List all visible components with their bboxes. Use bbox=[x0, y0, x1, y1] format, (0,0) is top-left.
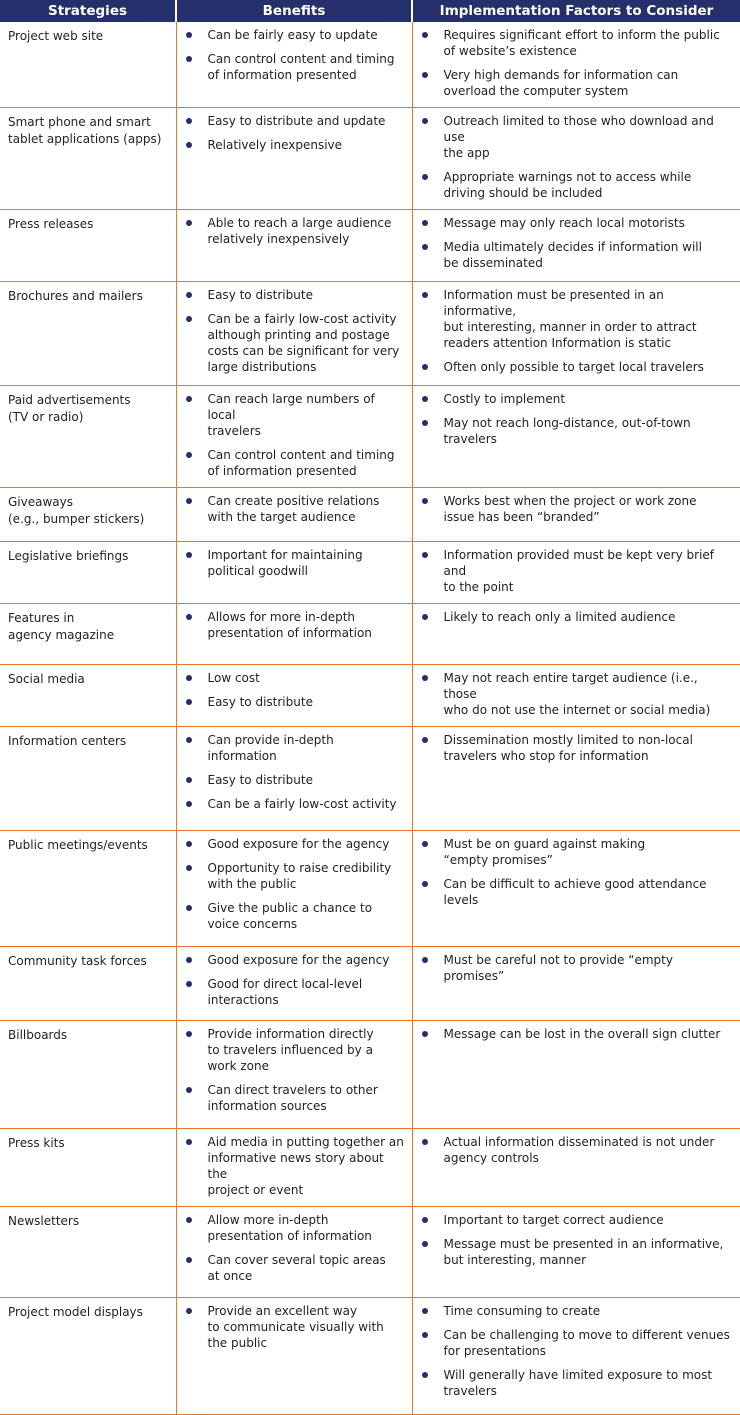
bullet-icon bbox=[422, 1139, 428, 1145]
table-row bbox=[0, 282, 740, 386]
factor-list bbox=[413, 488, 740, 525]
table-row bbox=[0, 108, 740, 210]
benefit-text: Important for maintaining political goodwill bbox=[208, 548, 363, 578]
benefit-list bbox=[177, 831, 412, 932]
benefit-text: Low cost bbox=[208, 671, 260, 685]
benefit-text: Provide an excellent way to communicate visually with the public bbox=[208, 1304, 384, 1350]
factor-text: Often only possible to target local travelers bbox=[444, 360, 704, 374]
factor-item bbox=[421, 836, 735, 868]
strategy-cell bbox=[0, 1298, 176, 1415]
strategy-name: Community task forces bbox=[0, 947, 176, 970]
benefit-text: Good exposure for the agency bbox=[208, 837, 390, 851]
benefit-item bbox=[185, 447, 406, 479]
factor-item bbox=[421, 391, 735, 407]
factor-item bbox=[421, 1134, 735, 1166]
benefit-text: Can be fairly easy to update bbox=[208, 28, 378, 42]
strategy-cell bbox=[0, 488, 176, 542]
bullet-icon bbox=[186, 841, 192, 847]
factor-text: Must be careful not to provide “empty promises” bbox=[444, 953, 673, 983]
factor-item bbox=[421, 113, 735, 161]
factor-item bbox=[421, 239, 735, 271]
factor-item bbox=[421, 359, 735, 375]
bullet-icon bbox=[422, 32, 428, 38]
bullet-icon bbox=[422, 498, 428, 504]
strategy-cell bbox=[0, 386, 176, 488]
strategy-name: Billboards bbox=[0, 1021, 176, 1044]
bullet-icon bbox=[186, 498, 192, 504]
factor-text: Message can be lost in the overall sign clutter bbox=[444, 1027, 721, 1041]
bullet-icon bbox=[422, 292, 428, 298]
factor-text: Can be challenging to move to different venues for presentations bbox=[444, 1328, 730, 1358]
strategy-name: Giveaways (e.g., bumper stickers) bbox=[0, 488, 176, 527]
benefit-list bbox=[177, 1207, 412, 1284]
bullet-icon bbox=[186, 777, 192, 783]
factor-list bbox=[413, 604, 740, 625]
table-row bbox=[0, 1129, 740, 1207]
benefit-item bbox=[185, 1082, 406, 1114]
benefit-text: Provide information directly to travelers influenced by a work zone bbox=[208, 1027, 374, 1073]
bullet-icon bbox=[422, 396, 428, 402]
bullet-icon bbox=[422, 420, 428, 426]
benefit-item bbox=[185, 609, 406, 641]
benefit-text: Allows for more in-depth presentation of information bbox=[208, 610, 372, 640]
factor-item bbox=[421, 1367, 735, 1399]
factor-list bbox=[413, 727, 740, 764]
strategy-name: Project web site bbox=[0, 22, 176, 45]
bullet-icon bbox=[422, 737, 428, 743]
factor-item bbox=[421, 1236, 735, 1268]
benefit-list bbox=[177, 604, 412, 641]
benefit-item bbox=[185, 311, 406, 375]
strategy-cell bbox=[0, 1021, 176, 1129]
bullet-icon bbox=[422, 118, 428, 124]
benefit-list bbox=[177, 22, 412, 83]
bullet-icon bbox=[186, 396, 192, 402]
bullet-icon bbox=[186, 699, 192, 705]
benefit-list bbox=[177, 727, 412, 812]
factor-text: Appropriate warnings not to access while driving should be included bbox=[444, 170, 692, 200]
factor-text: Important to target correct audience bbox=[444, 1213, 664, 1227]
factor-text: May not reach long-distance, out-of-town travelers bbox=[444, 416, 691, 446]
benefit-item bbox=[185, 694, 406, 710]
benefit-list bbox=[177, 947, 412, 1008]
bullet-icon bbox=[186, 220, 192, 226]
benefit-item bbox=[185, 900, 406, 932]
table-row bbox=[0, 947, 740, 1021]
benefits-cell bbox=[176, 210, 412, 282]
bullet-icon bbox=[186, 118, 192, 124]
factor-item bbox=[421, 952, 735, 984]
header-benefits: Benefits bbox=[176, 0, 412, 22]
factor-text: Dissemination mostly limited to non-local travelers who stop for information bbox=[444, 733, 693, 763]
benefit-text: Easy to distribute bbox=[208, 773, 313, 787]
factor-list bbox=[413, 1298, 740, 1399]
factor-item bbox=[421, 876, 735, 908]
benefits-cell bbox=[176, 1129, 412, 1207]
strategy-cell bbox=[0, 665, 176, 727]
benefit-item bbox=[185, 287, 406, 303]
benefit-item bbox=[185, 215, 406, 247]
benefit-text: Can be a fairly low-cost activity although printing and postage costs can be significant for very large distributions bbox=[208, 312, 400, 374]
factors-cell bbox=[412, 282, 740, 386]
benefit-list bbox=[177, 1129, 412, 1198]
bullet-icon bbox=[186, 675, 192, 681]
bullet-icon bbox=[422, 1031, 428, 1037]
bullet-icon bbox=[186, 905, 192, 911]
benefit-text: Allow more in-depth presentation of information bbox=[208, 1213, 372, 1243]
header-row bbox=[0, 0, 740, 22]
factor-item bbox=[421, 67, 735, 99]
factors-cell bbox=[412, 210, 740, 282]
bullet-icon bbox=[422, 72, 428, 78]
benefit-text: Easy to distribute bbox=[208, 288, 313, 302]
benefit-item bbox=[185, 732, 406, 764]
strategy-cell bbox=[0, 210, 176, 282]
benefit-item bbox=[185, 1303, 406, 1351]
strategy-name: Information centers bbox=[0, 727, 176, 750]
benefit-item bbox=[185, 1212, 406, 1244]
strategy-cell bbox=[0, 831, 176, 947]
strategy-name: Public meetings/events bbox=[0, 831, 176, 854]
table-row bbox=[0, 604, 740, 665]
benefit-item bbox=[185, 836, 406, 852]
factors-cell bbox=[412, 488, 740, 542]
benefits-cell bbox=[176, 22, 412, 108]
factor-text: Costly to implement bbox=[444, 392, 566, 406]
table-row bbox=[0, 386, 740, 488]
factor-list bbox=[413, 1129, 740, 1166]
factors-cell bbox=[412, 604, 740, 665]
strategy-cell bbox=[0, 282, 176, 386]
benefit-list bbox=[177, 108, 412, 153]
factors-cell bbox=[412, 947, 740, 1021]
bullet-icon bbox=[422, 174, 428, 180]
factor-list bbox=[413, 210, 740, 271]
strategy-name: Paid advertisements (TV or radio) bbox=[0, 386, 176, 425]
factor-text: Very high demands for information can overload the computer system bbox=[444, 68, 679, 98]
table-body bbox=[0, 22, 740, 1415]
bullet-icon bbox=[422, 841, 428, 847]
factor-list bbox=[413, 542, 740, 595]
bullet-icon bbox=[186, 316, 192, 322]
factors-cell bbox=[412, 831, 740, 947]
benefits-cell bbox=[176, 108, 412, 210]
factor-item bbox=[421, 732, 735, 764]
benefit-text: Good exposure for the agency bbox=[208, 953, 390, 967]
table-row bbox=[0, 665, 740, 727]
bullet-icon bbox=[186, 32, 192, 38]
benefit-item bbox=[185, 670, 406, 686]
benefits-cell bbox=[176, 947, 412, 1021]
factor-list bbox=[413, 1207, 740, 1268]
table-row bbox=[0, 1021, 740, 1129]
strategy-cell bbox=[0, 727, 176, 831]
bullet-icon bbox=[186, 1139, 192, 1145]
benefits-cell bbox=[176, 386, 412, 488]
factor-text: Must be on guard against making “empty promises” bbox=[444, 837, 646, 867]
benefit-list bbox=[177, 386, 412, 479]
factor-item bbox=[421, 27, 735, 59]
benefits-cell bbox=[176, 665, 412, 727]
strategy-name: Brochures and mailers bbox=[0, 282, 176, 305]
factors-cell bbox=[412, 665, 740, 727]
benefit-item bbox=[185, 51, 406, 83]
bullet-icon bbox=[186, 1308, 192, 1314]
benefits-cell bbox=[176, 542, 412, 604]
benefit-list bbox=[177, 1021, 412, 1114]
factor-item bbox=[421, 609, 735, 625]
benefit-item bbox=[185, 113, 406, 129]
factors-cell bbox=[412, 727, 740, 831]
bullet-icon bbox=[422, 1241, 428, 1247]
bullet-icon bbox=[422, 1332, 428, 1338]
factors-cell bbox=[412, 22, 740, 108]
factors-cell bbox=[412, 1207, 740, 1298]
benefit-text: Easy to distribute and update bbox=[208, 114, 386, 128]
table-row bbox=[0, 1298, 740, 1415]
factor-list bbox=[413, 1021, 740, 1042]
strategy-name: Press releases bbox=[0, 210, 176, 233]
benefit-item bbox=[185, 952, 406, 968]
factor-item bbox=[421, 670, 735, 718]
benefit-item bbox=[185, 27, 406, 43]
factor-item bbox=[421, 169, 735, 201]
benefit-text: Can provide in-depth information bbox=[208, 733, 334, 763]
factor-list bbox=[413, 386, 740, 447]
table-row bbox=[0, 210, 740, 282]
benefit-list bbox=[177, 1298, 412, 1351]
benefit-item bbox=[185, 976, 406, 1008]
benefit-item bbox=[185, 1252, 406, 1284]
benefits-cell bbox=[176, 1021, 412, 1129]
benefit-text: Can direct travelers to other information sources bbox=[208, 1083, 378, 1113]
strategy-name: Legislative briefings bbox=[0, 542, 176, 565]
benefits-cell bbox=[176, 727, 412, 831]
benefit-item bbox=[185, 772, 406, 788]
bullet-icon bbox=[422, 244, 428, 250]
factor-text: Requires significant effort to inform the public of website’s existence bbox=[444, 28, 720, 58]
benefit-item bbox=[185, 137, 406, 153]
factor-text: May not reach entire target audience (i.e., those who do not use the internet or social media) bbox=[444, 671, 711, 717]
bullet-icon bbox=[186, 737, 192, 743]
factor-text: Time consuming to create bbox=[444, 1304, 601, 1318]
bullet-icon bbox=[186, 552, 192, 558]
bullet-icon bbox=[186, 957, 192, 963]
benefit-text: Easy to distribute bbox=[208, 695, 313, 709]
benefit-text: Good for direct local-level interactions bbox=[208, 977, 363, 1007]
benefit-item bbox=[185, 547, 406, 579]
factors-cell bbox=[412, 1298, 740, 1415]
bullet-icon bbox=[422, 552, 428, 558]
factor-item bbox=[421, 1327, 735, 1359]
table-row bbox=[0, 831, 740, 947]
factor-text: Works best when the project or work zone issue has been “branded” bbox=[444, 494, 697, 524]
factor-text: Actual information disseminated is not under agency controls bbox=[444, 1135, 715, 1165]
header-strategies: Strategies bbox=[0, 0, 176, 22]
benefit-list bbox=[177, 542, 412, 579]
factor-item bbox=[421, 547, 735, 595]
bullet-icon bbox=[186, 452, 192, 458]
bullet-icon bbox=[186, 56, 192, 62]
strategy-cell bbox=[0, 108, 176, 210]
benefits-cell bbox=[176, 1298, 412, 1415]
bullet-icon bbox=[186, 1087, 192, 1093]
bullet-icon bbox=[422, 1372, 428, 1378]
bullet-icon bbox=[186, 981, 192, 987]
factors-cell bbox=[412, 542, 740, 604]
bullet-icon bbox=[186, 1257, 192, 1263]
factor-list bbox=[413, 22, 740, 99]
factor-text: Message must be presented in an informative, but interesting, manner bbox=[444, 1237, 724, 1267]
benefit-text: Give the public a chance to voice concerns bbox=[208, 901, 373, 931]
benefit-text: Can reach large numbers of local travelers bbox=[208, 392, 375, 438]
strategy-name: Project model displays bbox=[0, 1298, 176, 1321]
strategy-cell bbox=[0, 947, 176, 1021]
factor-list bbox=[413, 831, 740, 908]
bullet-icon bbox=[422, 364, 428, 370]
strategy-cell bbox=[0, 604, 176, 665]
benefit-text: Can control content and timing of information presented bbox=[208, 448, 395, 478]
header-factors: Implementation Factors to Consider bbox=[412, 0, 740, 22]
bullet-icon bbox=[186, 1031, 192, 1037]
benefit-text: Can control content and timing of information presented bbox=[208, 52, 395, 82]
strategy-name: Features in agency magazine bbox=[0, 604, 176, 643]
benefits-cell bbox=[176, 282, 412, 386]
factor-item bbox=[421, 415, 735, 447]
strategy-cell bbox=[0, 22, 176, 108]
factors-cell bbox=[412, 386, 740, 488]
factor-item bbox=[421, 1212, 735, 1228]
strategy-name: Newsletters bbox=[0, 1207, 176, 1230]
benefit-text: Opportunity to raise credibility with the public bbox=[208, 861, 392, 891]
bullet-icon bbox=[422, 1308, 428, 1314]
factor-item bbox=[421, 287, 735, 351]
strategy-name: Smart phone and smart tablet applications (apps) bbox=[0, 108, 176, 147]
factor-text: Information must be presented in an informative, but interesting, manner in order to attract readers attention Information is static bbox=[444, 288, 697, 350]
benefit-text: Can be a fairly low-cost activity bbox=[208, 797, 397, 811]
benefits-cell bbox=[176, 488, 412, 542]
benefit-item bbox=[185, 1134, 406, 1198]
benefit-text: Can create positive relations with the target audience bbox=[208, 494, 380, 524]
bullet-icon bbox=[422, 614, 428, 620]
bullet-icon bbox=[186, 1217, 192, 1223]
factors-cell bbox=[412, 1021, 740, 1129]
strategy-cell bbox=[0, 1207, 176, 1298]
table-row bbox=[0, 488, 740, 542]
factor-text: Will generally have limited exposure to most travelers bbox=[444, 1368, 713, 1398]
bullet-icon bbox=[422, 1217, 428, 1223]
bullet-icon bbox=[422, 675, 428, 681]
table-header bbox=[0, 0, 740, 22]
factor-item bbox=[421, 1026, 735, 1042]
benefit-text: Relatively inexpensive bbox=[208, 138, 343, 152]
benefits-cell bbox=[176, 604, 412, 665]
factors-cell bbox=[412, 1129, 740, 1207]
table-row bbox=[0, 542, 740, 604]
factor-list bbox=[413, 282, 740, 375]
bullet-icon bbox=[422, 957, 428, 963]
factor-item bbox=[421, 1303, 735, 1319]
benefit-list bbox=[177, 488, 412, 525]
benefit-list bbox=[177, 210, 412, 247]
factor-item bbox=[421, 493, 735, 525]
bullet-icon bbox=[186, 292, 192, 298]
benefit-text: Able to reach a large audience relatively inexpensively bbox=[208, 216, 392, 246]
factor-item bbox=[421, 215, 735, 231]
bullet-icon bbox=[422, 881, 428, 887]
strategy-cell bbox=[0, 542, 176, 604]
benefit-list bbox=[177, 282, 412, 375]
benefits-cell bbox=[176, 831, 412, 947]
benefit-list bbox=[177, 665, 412, 710]
factor-list bbox=[413, 947, 740, 984]
factor-text: Information provided must be kept very brief and to the point bbox=[444, 548, 715, 594]
bullet-icon bbox=[186, 614, 192, 620]
benefit-item bbox=[185, 493, 406, 525]
benefit-item bbox=[185, 391, 406, 439]
benefit-item bbox=[185, 796, 406, 812]
factor-text: Likely to reach only a limited audience bbox=[444, 610, 676, 624]
factor-list bbox=[413, 665, 740, 718]
bullet-icon bbox=[186, 801, 192, 807]
strategy-cell bbox=[0, 1129, 176, 1207]
strategy-name: Social media bbox=[0, 665, 176, 688]
bullet-icon bbox=[186, 142, 192, 148]
benefit-item bbox=[185, 860, 406, 892]
benefit-text: Aid media in putting together an informative news story about the project or event bbox=[208, 1135, 404, 1197]
factors-cell bbox=[412, 108, 740, 210]
bullet-icon bbox=[422, 220, 428, 226]
factor-text: Outreach limited to those who download and use the app bbox=[444, 114, 714, 160]
table-row bbox=[0, 22, 740, 108]
factor-text: Message may only reach local motorists bbox=[444, 216, 685, 230]
table-row bbox=[0, 727, 740, 831]
table-row bbox=[0, 1207, 740, 1298]
factor-text: Media ultimately decides if information will be disseminated bbox=[444, 240, 702, 270]
benefit-item bbox=[185, 1026, 406, 1074]
strategy-name: Press kits bbox=[0, 1129, 176, 1152]
benefits-cell bbox=[176, 1207, 412, 1298]
benefit-text: Can cover several topic areas at once bbox=[208, 1253, 386, 1283]
factor-list bbox=[413, 108, 740, 201]
factor-text: Can be difficult to achieve good attendance levels bbox=[444, 877, 707, 907]
bullet-icon bbox=[186, 865, 192, 871]
